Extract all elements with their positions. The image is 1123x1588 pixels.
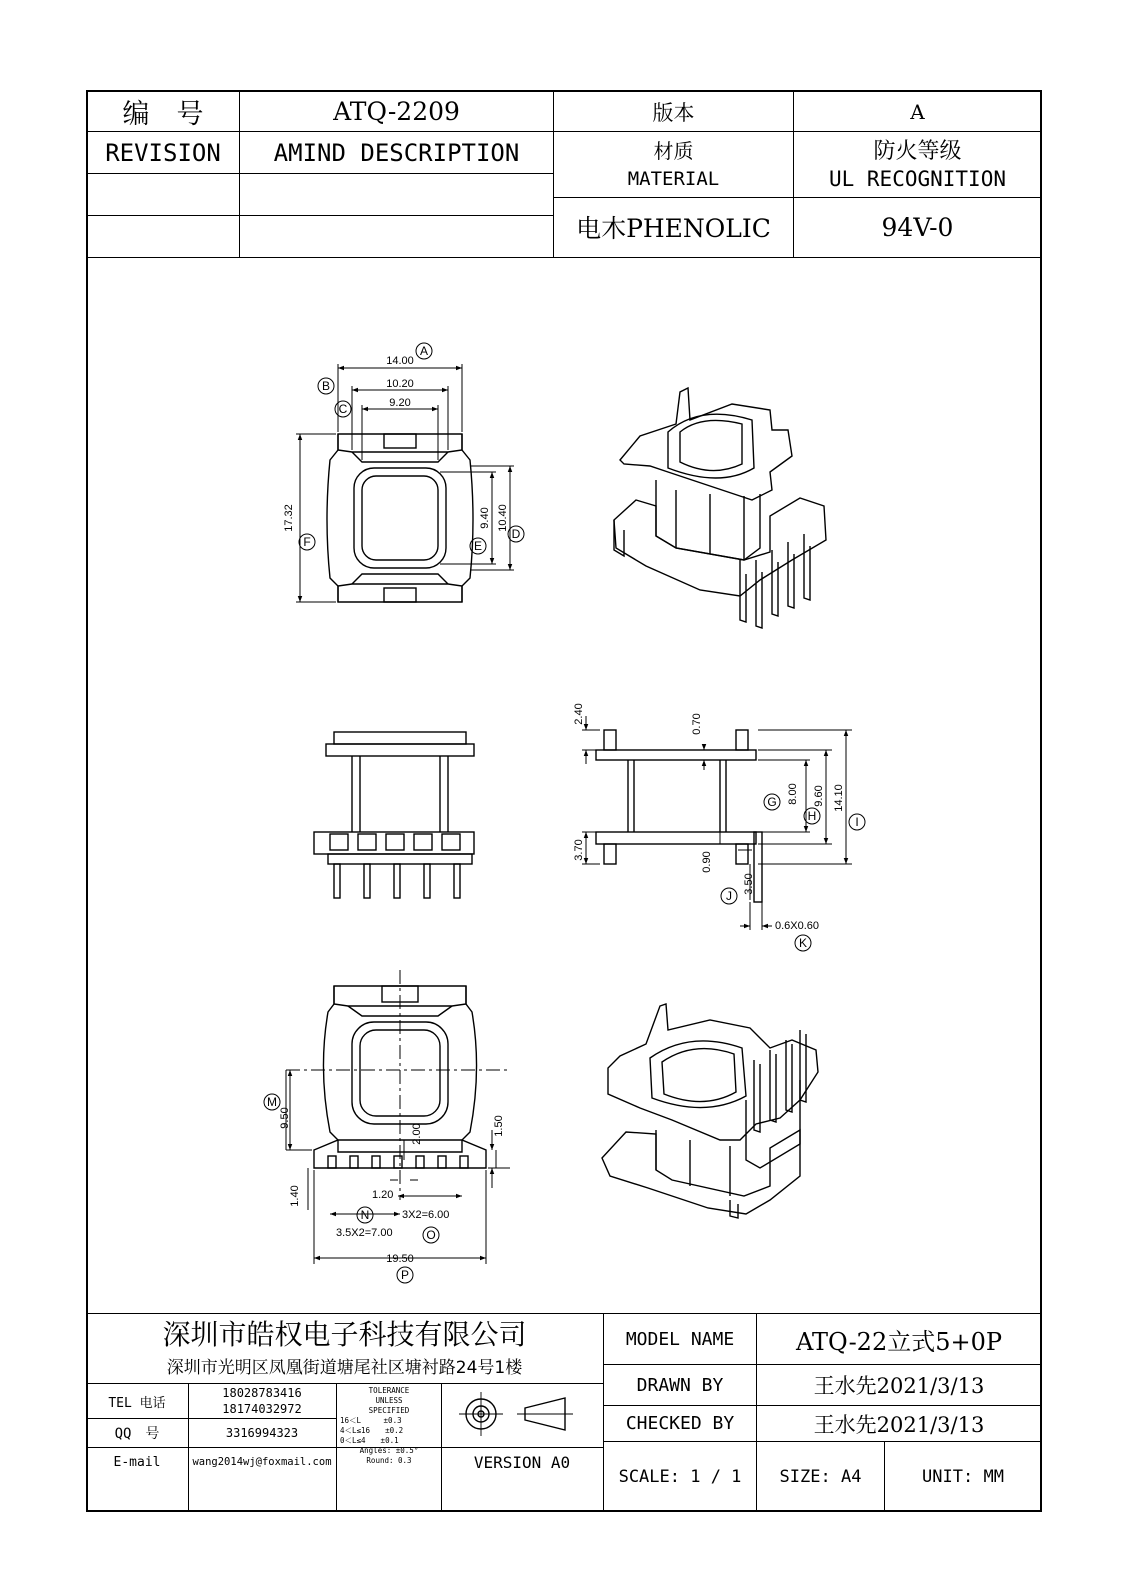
fire-rating-label-en: UL RECOGNITION	[828, 167, 1006, 191]
dim-1-20: 1.20	[372, 1189, 394, 1201]
svg-text:P: P	[400, 1268, 410, 1282]
size-value: SIZE: A4	[779, 1466, 862, 1487]
callout-f	[299, 534, 315, 550]
callout-o	[423, 1227, 439, 1243]
drawn-by-label: DRAWN BY	[636, 1374, 724, 1396]
number-label: 编 号	[122, 99, 204, 130]
callout-c	[335, 401, 351, 417]
dim-3-5x2: 3.5X2=7.00	[336, 1227, 393, 1239]
checked-by-label: CHECKED BY	[625, 1413, 735, 1434]
tel-value-1: 18028783416	[222, 1386, 302, 1400]
callout-m	[264, 1094, 280, 1110]
material-label-cn: 材质	[653, 138, 694, 163]
title-block-divider	[441, 1383, 442, 1512]
svg-text:A: A	[419, 344, 429, 358]
title-block-divider	[336, 1383, 337, 1512]
svg-text:N: N	[360, 1208, 370, 1222]
svg-text:O: O	[426, 1228, 436, 1242]
svg-text:H: H	[807, 809, 817, 823]
top-view	[327, 434, 473, 602]
dim-2-40: 2.40	[573, 703, 585, 725]
dim-2-00: 2.00	[411, 1123, 423, 1145]
svg-text:F: F	[303, 535, 311, 549]
unit-value: UNIT: MM	[922, 1466, 1004, 1487]
model-name-value: ATQ-22立式5+0P	[795, 1327, 1003, 1356]
projection-symbol-icon	[445, 1388, 601, 1444]
dim-0-90: 0.90	[701, 851, 713, 873]
email-label: E-mail	[113, 1454, 161, 1470]
version-label: 版本	[652, 100, 695, 125]
callout-b	[318, 378, 334, 394]
dim-1-40: 1.40	[289, 1185, 301, 1207]
dim-10-40: 10.40	[497, 504, 509, 532]
dim-9-20: 9.20	[389, 397, 411, 409]
qq-label: QQ 号	[114, 1426, 160, 1442]
dim-8-00: 8.00	[787, 783, 799, 805]
callout-j	[721, 888, 737, 904]
isometric-view-top	[614, 388, 826, 628]
tel-label: TEL 电话	[108, 1395, 166, 1411]
dim-14: 14.00	[386, 355, 414, 367]
svg-text:G: G	[767, 795, 777, 809]
dim-17-32: 17.32	[283, 504, 295, 532]
qq-value: 3316994323	[225, 1426, 299, 1440]
dim-3x2: 3X2=6.00	[402, 1209, 450, 1221]
dim-1-50: 1.50	[493, 1115, 505, 1137]
checked-by-value: 王水先2021/3/13	[813, 1412, 985, 1437]
dim-9-50: 9.50	[279, 1107, 291, 1129]
dim-9-60: 9.60	[813, 785, 825, 807]
dim-3-70: 3.70	[573, 839, 585, 861]
callout-i	[849, 814, 865, 830]
title-block-divider	[603, 1405, 1042, 1406]
dim-10-20: 10.20	[386, 378, 414, 390]
callout-k	[795, 935, 811, 951]
front-view	[596, 730, 762, 902]
title-block-divider	[603, 1441, 1042, 1442]
version-value: A	[910, 99, 925, 124]
version-a0: VERSION A0	[473, 1452, 571, 1472]
amind-description-label: AMIND DESCRIPTION	[273, 139, 520, 167]
tolerance-note: TOLERANCE UNLESS SPECIFIED 16＜L ±0.3 4＜L≤16 ±0.2 0＜L≤4 ±0.1 Angles: ±0.5° Round: 0.3	[340, 1386, 419, 1465]
dim-9-40: 9.40	[479, 507, 491, 529]
svg-text:D: D	[511, 527, 521, 541]
title-block-divider	[188, 1383, 189, 1512]
title-block-divider	[603, 1364, 1042, 1365]
svg-text:E: E	[473, 539, 483, 553]
svg-text:M: M	[267, 1095, 277, 1109]
company-address: 深圳市光明区凤凰街道塘尾社区塘衬路24号1楼	[166, 1357, 523, 1378]
tel-value-2: 18174032972	[222, 1402, 302, 1416]
side-view	[314, 732, 474, 898]
svg-text:I: I	[855, 815, 859, 829]
fire-rating-label-cn: 防火等级	[873, 138, 962, 164]
company-name: 深圳市皓权电子科技有限公司	[162, 1318, 527, 1351]
title-block-divider	[884, 1441, 885, 1512]
callout-g	[764, 794, 780, 810]
callout-n	[357, 1207, 373, 1223]
dim-0-6x0-60: 0.6X0.60	[775, 920, 820, 932]
callout-a	[416, 343, 432, 359]
title-block-divider	[86, 1418, 336, 1419]
callout-p	[397, 1267, 413, 1283]
dim-14-10: 14.10	[833, 784, 845, 812]
fire-rating-value: 94V-0	[881, 212, 954, 242]
email-value: wang2014wj@foxmail.com	[192, 1456, 332, 1468]
title-block-divider	[603, 1313, 604, 1512]
material-label-en: MATERIAL	[627, 168, 720, 190]
revision-label: REVISION	[105, 139, 221, 167]
model-name-label: MODEL NAME	[625, 1328, 735, 1350]
drawn-by-value: 王水先2021/3/13	[813, 1374, 985, 1398]
dim-0-70: 0.70	[691, 713, 703, 735]
isometric-view-bottom	[602, 1004, 818, 1218]
title-block-divider	[756, 1313, 757, 1512]
dim-3-50: 3.50	[743, 873, 755, 895]
number-value: ATQ-2209	[333, 97, 460, 126]
svg-text:K: K	[798, 936, 808, 950]
dim-19-50: 19.50	[386, 1253, 414, 1265]
scale-value: SCALE: 1 / 1	[618, 1466, 742, 1487]
material-value: 电木PHENOLIC	[576, 214, 771, 243]
svg-text:B: B	[321, 379, 331, 393]
svg-text:J: J	[726, 889, 732, 903]
title-block-divider	[86, 1383, 603, 1384]
svg-text:C: C	[338, 402, 348, 416]
